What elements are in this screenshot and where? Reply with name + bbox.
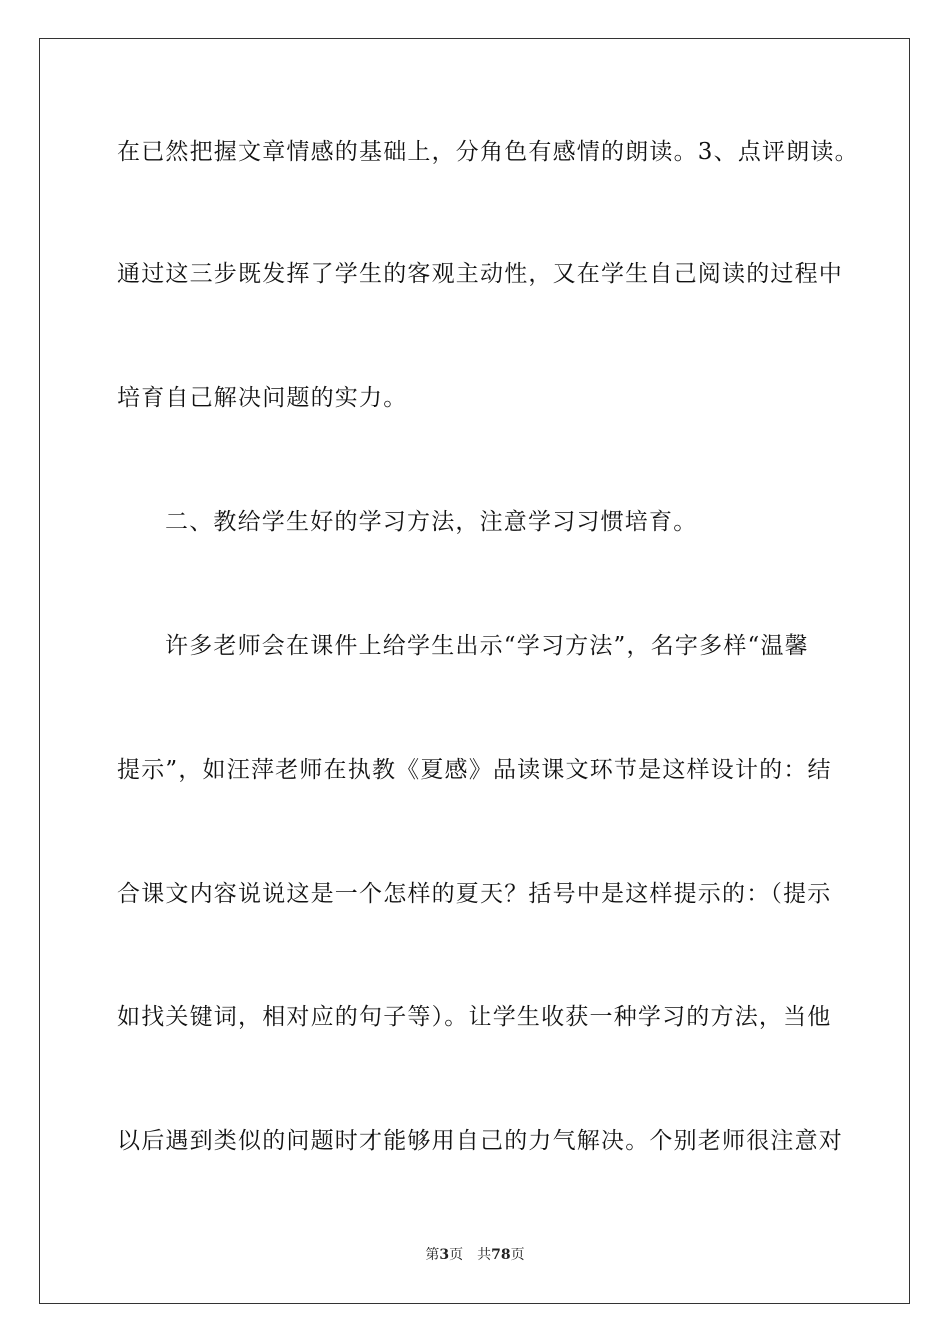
page-suffix: 页	[449, 1247, 464, 1263]
page-prefix: 第	[425, 1247, 440, 1263]
paragraph-line-1: 许多老师会在课件上给学生出示“学习方法”，名字多样“温馨	[165, 633, 809, 659]
page-footer	[0, 1244, 950, 1264]
text-line-3: 培育自己解决问题的实力。	[117, 385, 408, 411]
paragraph-line-2: 提示”，如汪萍老师在执教《夏感》品读课文环节是这样设计的：结	[117, 757, 832, 783]
total-prefix: 共	[477, 1247, 492, 1263]
text-line-2: 通过这三步既发挥了学生的客观主动性，又在学生自己阅读的过程中	[117, 261, 843, 287]
total-suffix: 页	[510, 1247, 525, 1263]
page-border	[39, 38, 910, 1304]
paragraph-line-5: 以后遇到类似的问题时才能够用自己的力气解决。个别老师很注意对	[117, 1128, 843, 1154]
total-pages: 78	[491, 1247, 511, 1263]
section-heading: 二、教给学生好的学习方法，注意学习习惯培育。	[165, 509, 698, 535]
page-number: 3	[439, 1247, 450, 1263]
text-line-1: 在已然把握文章情感的基础上，分角色有感情的朗读。3、点评朗读。	[117, 139, 859, 165]
paragraph-line-4: 如找关键词，相对应的句子等）。让学生收获一种学习的方法，当他	[117, 1004, 832, 1030]
paragraph-line-3: 合课文内容说说这是一个怎样的夏天？括号中是这样提示的：（提示	[117, 881, 832, 907]
